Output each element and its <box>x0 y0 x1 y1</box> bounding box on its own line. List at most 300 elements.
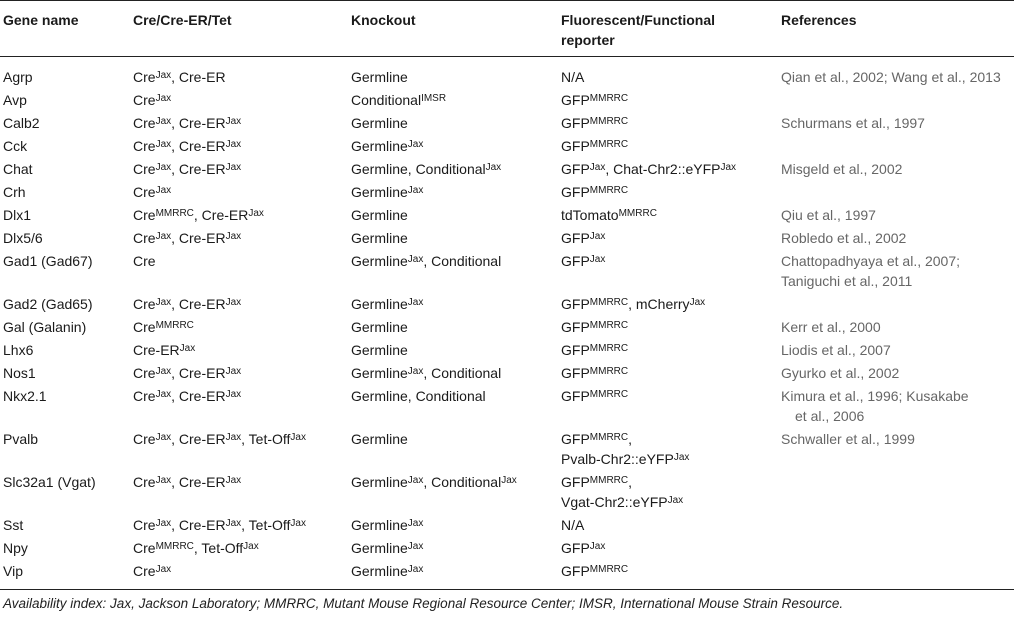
cell-text: Cre <box>133 365 156 381</box>
reporter-cell <box>558 88 778 111</box>
knockout-cell <box>348 315 558 338</box>
references-cell <box>778 180 1014 203</box>
availability-superscript: MMRRC <box>589 297 629 308</box>
reporter-line <box>561 363 778 383</box>
cell-text: Cre <box>133 474 156 490</box>
availability-superscript: Jax <box>155 432 172 443</box>
cell-text: , Conditional <box>423 474 502 490</box>
table-row <box>0 249 1014 292</box>
availability-superscript: Jax <box>155 139 172 150</box>
availability-superscript: Jax <box>407 564 424 575</box>
gene-name-cell: Pvalb <box>3 431 39 447</box>
availability-superscript: Jax <box>589 231 606 242</box>
cell-text: Germline <box>351 563 408 579</box>
reporter-line <box>561 90 778 110</box>
cre-cell <box>130 427 348 470</box>
table-row <box>0 111 1014 134</box>
availability-superscript: IMSR <box>421 93 447 104</box>
reporter-line <box>561 228 778 248</box>
availability-superscript: MMRRC <box>589 320 629 331</box>
availability-superscript: Jax <box>501 475 517 486</box>
cell-text: Cre-ER <box>133 342 180 358</box>
availability-superscript: Jax <box>225 366 242 377</box>
cell-text: GFP <box>561 138 590 154</box>
reporter-line <box>561 515 778 535</box>
availability-superscript: Jax <box>407 139 424 150</box>
cre-cell <box>130 249 348 292</box>
reporter-line <box>561 386 778 406</box>
reporter-cell <box>558 111 778 134</box>
knockout-cell <box>348 513 558 536</box>
cell-text: , Conditional <box>423 253 502 269</box>
gene-name-cell: Sst <box>3 517 24 533</box>
header-reporter-line1: Fluorescent/Functional <box>561 12 716 28</box>
gene-name-cell: Avp <box>3 92 27 108</box>
availability-superscript: Jax <box>407 366 424 377</box>
availability-superscript: Jax <box>179 343 196 354</box>
availability-superscript: MMRRC <box>589 93 629 104</box>
references-cell <box>778 361 1014 384</box>
availability-superscript: Jax <box>225 297 242 308</box>
knockout-cell <box>348 384 558 427</box>
cre-cell <box>130 88 348 111</box>
availability-superscript: MMRRC <box>589 185 629 196</box>
availability-superscript: Jax <box>589 162 606 173</box>
reference-line: Misgeld et al., 2002 <box>781 161 903 177</box>
gene-name-cell: Npy <box>3 540 28 556</box>
availability-superscript: Jax <box>673 452 690 463</box>
table-row <box>0 315 1014 338</box>
cre-cell <box>130 157 348 180</box>
cell-text: GFP <box>561 161 590 177</box>
cell-text: Cre <box>133 69 156 85</box>
references-cell <box>778 536 1014 559</box>
reporter-line <box>561 182 778 202</box>
gene-name-cell: Crh <box>3 184 26 200</box>
references-cell <box>778 513 1014 536</box>
cell-text: Cre <box>133 296 156 312</box>
gene-name-cell: Cck <box>3 138 28 154</box>
cell-text: Germline <box>351 115 408 131</box>
availability-superscript: Jax <box>589 541 606 552</box>
reporter-line <box>561 492 778 512</box>
cell-text: GFP <box>561 184 590 200</box>
availability-superscript: Jax <box>248 208 264 219</box>
cell-text: , Cre-ER <box>171 230 226 246</box>
table-row <box>0 88 1014 111</box>
references-cell <box>778 134 1014 157</box>
reporter-line <box>561 449 778 469</box>
cell-text: Cre <box>133 431 156 447</box>
knockout-cell <box>348 88 558 111</box>
cre-cell <box>130 338 348 361</box>
cre-cell <box>130 513 348 536</box>
reporter-cell <box>558 559 778 590</box>
reference-line: Schwaller et al., 1999 <box>781 431 915 447</box>
availability-superscript: Jax <box>689 297 706 308</box>
knockout-cell <box>348 249 558 292</box>
cell-text: N/A <box>561 69 585 85</box>
cell-text: , Cre-ER <box>171 138 226 154</box>
knockout-cell <box>348 134 558 157</box>
availability-superscript: Jax <box>407 541 424 552</box>
cell-text: Germline <box>351 138 408 154</box>
table-row <box>0 292 1014 315</box>
availability-superscript: Jax <box>485 162 502 173</box>
cell-text: GFP <box>561 388 590 404</box>
reporter-line <box>561 429 778 449</box>
knockout-cell <box>348 559 558 590</box>
reporter-cell <box>558 315 778 338</box>
availability-superscript: MMRRC <box>589 139 629 150</box>
reporter-cell <box>558 226 778 249</box>
availability-superscript: Jax <box>155 389 172 400</box>
reporter-cell <box>558 361 778 384</box>
gene-name-cell: Dlx5/6 <box>3 230 43 246</box>
availability-superscript: Jax <box>225 432 242 443</box>
gene-name-cell: Nos1 <box>3 365 36 381</box>
reporter-cell <box>558 513 778 536</box>
gene-name-cell: Chat <box>3 161 33 177</box>
availability-superscript: Jax <box>290 432 306 443</box>
cell-text: Cre <box>133 184 156 200</box>
availability-superscript: MMRRC <box>589 564 629 575</box>
cell-text: , Cre-ER <box>171 388 226 404</box>
availability-superscript: Jax <box>407 185 424 196</box>
cell-text: Cre <box>133 388 156 404</box>
references-cell <box>778 249 1014 292</box>
cell-text: Germline, Conditional <box>351 161 486 177</box>
cell-text: Cre <box>133 207 156 223</box>
reference-line: Qian et al., 2002; Wang et al., 2013 <box>781 69 1001 85</box>
availability-superscript: Jax <box>407 297 424 308</box>
cell-text: , Cre-ER <box>171 431 226 447</box>
header-reporter-line2: reporter <box>561 32 615 48</box>
availability-superscript: MMRRC <box>155 320 194 331</box>
cell-text: GFP <box>561 365 590 381</box>
knockout-cell <box>348 157 558 180</box>
cell-text: , Cre-ER <box>171 161 226 177</box>
cell-text: GFP <box>561 540 590 556</box>
reporter-cell <box>558 384 778 427</box>
cell-text: Germline <box>351 207 408 223</box>
gene-name-cell: Calb2 <box>3 115 40 131</box>
gene-name-cell: Dlx1 <box>3 207 32 223</box>
cell-text: Germline <box>351 296 408 312</box>
reporter-cell <box>558 180 778 203</box>
cell-text: , Cre-ER <box>171 365 226 381</box>
header-knockout: Knockout <box>351 12 416 28</box>
cell-text: Cre <box>133 138 156 154</box>
cell-text: Germline <box>351 540 408 556</box>
gene-name-cell: Gal (Galanin) <box>3 319 87 335</box>
reference-line: Liodis et al., 2007 <box>781 342 891 358</box>
cell-text: GFP <box>561 319 590 335</box>
cell-text: , Tet-Off <box>193 540 244 556</box>
cell-text: , mCherry <box>628 296 690 312</box>
cell-text: , Conditional <box>423 365 502 381</box>
availability-superscript: Jax <box>667 495 684 506</box>
cell-text: , Cre-ER <box>171 474 226 490</box>
references-cell <box>778 315 1014 338</box>
table-row <box>0 226 1014 249</box>
cre-cell <box>130 536 348 559</box>
reporter-line <box>561 67 778 87</box>
cell-text: , <box>628 474 632 490</box>
cell-text: Germline <box>351 365 408 381</box>
cre-cell <box>130 180 348 203</box>
reporter-cell <box>558 292 778 315</box>
cell-text: GFP <box>561 115 590 131</box>
availability-superscript: Jax <box>155 564 172 575</box>
cell-text: , Cre-ER <box>171 69 226 85</box>
references-cell <box>778 157 1014 180</box>
reporter-cell <box>558 536 778 559</box>
knockout-cell <box>348 111 558 134</box>
table-row <box>0 536 1014 559</box>
cre-cell <box>130 470 348 513</box>
reporter-line <box>561 251 778 271</box>
cell-text: GFP <box>561 230 590 246</box>
references-cell <box>778 57 1014 89</box>
table-row <box>0 57 1014 89</box>
cell-text: , Cre-ER <box>171 517 226 533</box>
knockout-cell <box>348 180 558 203</box>
reporter-cell <box>558 57 778 89</box>
reporter-line <box>561 340 778 360</box>
cell-text: Cre <box>133 115 156 131</box>
knockout-cell <box>348 470 558 513</box>
knockout-cell <box>348 292 558 315</box>
table-row <box>0 427 1014 470</box>
gene-name-cell: Lhx6 <box>3 342 34 358</box>
references-cell <box>778 203 1014 226</box>
availability-superscript: Jax <box>155 518 172 529</box>
cre-cell <box>130 226 348 249</box>
reference-line: Robledo et al., 2002 <box>781 230 907 246</box>
cell-text: GFP <box>561 253 590 269</box>
reporter-line <box>561 205 778 225</box>
gene-name-cell: Nkx2.1 <box>3 388 47 404</box>
cell-text: GFP <box>561 474 590 490</box>
reporter-cell <box>558 427 778 470</box>
cell-text: , Chat-Chr2::eYFP <box>605 161 721 177</box>
reporter-cell <box>558 203 778 226</box>
references-cell <box>778 88 1014 111</box>
cell-text: Germline <box>351 342 408 358</box>
availability-superscript: Jax <box>155 116 172 127</box>
availability-superscript: Jax <box>155 93 172 104</box>
reporter-line <box>561 294 778 314</box>
reporter-line <box>561 159 778 179</box>
cell-text: Germline <box>351 474 408 490</box>
cell-text: N/A <box>561 517 585 533</box>
knockout-cell <box>348 338 558 361</box>
references-cell <box>778 292 1014 315</box>
cell-text: , <box>628 431 632 447</box>
header-references: References <box>781 12 857 28</box>
availability-superscript: Jax <box>155 185 172 196</box>
references-cell <box>778 226 1014 249</box>
table-row <box>0 513 1014 536</box>
gene-name-cell: Gad1 (Gad67) <box>3 253 93 269</box>
cell-text: Germline <box>351 184 408 200</box>
cell-text: Cre <box>133 540 156 556</box>
cell-text: Cre <box>133 230 156 246</box>
reporter-cell <box>558 338 778 361</box>
table-row <box>0 203 1014 226</box>
availability-superscript: Jax <box>225 518 242 529</box>
cell-text: Cre <box>133 161 156 177</box>
availability-superscript: Jax <box>407 518 424 529</box>
availability-superscript: Jax <box>225 231 242 242</box>
table-caption: Availability index: Jax, Jackson Laboratory; MMRRC, Mutant Mouse Regional Resource Center; IMSR, International Mouse Strain Resource. <box>3 596 844 611</box>
table-row <box>0 157 1014 180</box>
table-row <box>0 384 1014 427</box>
cell-text: Germline <box>351 69 408 85</box>
reference-line: Taniguchi et al., 2011 <box>781 273 913 289</box>
cell-text: GFP <box>561 342 590 358</box>
gene-name-cell: Vip <box>3 563 23 579</box>
reporter-line <box>561 561 778 581</box>
knockout-cell <box>348 226 558 249</box>
references-cell <box>778 470 1014 513</box>
availability-superscript: Jax <box>720 162 737 173</box>
cre-cell <box>130 134 348 157</box>
cell-text: GFP <box>561 92 590 108</box>
cell-text: Cre <box>133 563 156 579</box>
cre-cell <box>130 203 348 226</box>
gene-name-cell: Agrp <box>3 69 33 85</box>
knockout-cell <box>348 203 558 226</box>
cre-cell <box>130 361 348 384</box>
table-row <box>0 134 1014 157</box>
references-cell <box>778 338 1014 361</box>
cell-text: Germline <box>351 431 408 447</box>
table-row <box>0 470 1014 513</box>
availability-superscript: MMRRC <box>589 389 629 400</box>
reporter-cell <box>558 134 778 157</box>
header-cre: Cre/Cre-ER/Tet <box>133 12 232 28</box>
cre-cell <box>130 384 348 427</box>
availability-superscript: MMRRC <box>589 366 629 377</box>
header-row <box>0 1 1014 57</box>
cell-text: Conditional <box>351 92 422 108</box>
knockout-cell <box>348 57 558 89</box>
reporter-line <box>561 113 778 133</box>
cell-text: GFP <box>561 431 590 447</box>
cre-cell <box>130 111 348 134</box>
reporter-line <box>561 472 778 492</box>
availability-superscript: Jax <box>407 475 424 486</box>
cell-text: Cre <box>133 517 156 533</box>
availability-superscript: Jax <box>155 297 172 308</box>
cell-text: Germline <box>351 230 408 246</box>
availability-superscript: Jax <box>225 389 242 400</box>
availability-superscript: Jax <box>290 518 306 529</box>
availability-superscript: Jax <box>155 231 172 242</box>
knockout-cell <box>348 361 558 384</box>
references-cell <box>778 111 1014 134</box>
cre-cell <box>130 292 348 315</box>
table-row <box>0 559 1014 590</box>
reference-line: Schurmans et al., 1997 <box>781 115 925 131</box>
availability-superscript: Jax <box>225 162 242 173</box>
reporter-line <box>561 136 778 156</box>
cre-cell <box>130 315 348 338</box>
reporter-cell <box>558 470 778 513</box>
gene-name-cell: Slc32a1 (Vgat) <box>3 474 96 490</box>
references-cell <box>778 427 1014 470</box>
cell-text: Vgat-Chr2::eYFP <box>561 494 668 510</box>
availability-superscript: MMRRC <box>589 116 629 127</box>
reference-line: Chattopadhyaya et al., 2007; <box>781 253 961 269</box>
table-row <box>0 338 1014 361</box>
availability-superscript: Jax <box>155 475 172 486</box>
cell-text: Germline <box>351 253 408 269</box>
references-cell <box>778 559 1014 590</box>
header-reporter <box>558 1 778 57</box>
cell-text: , Tet-Off <box>241 431 291 447</box>
availability-superscript: MMRRC <box>589 343 629 354</box>
reference-line: Gyurko et al., 2002 <box>781 365 900 381</box>
cell-text: Germline <box>351 319 408 335</box>
reference-line: Qiu et al., 1997 <box>781 207 876 223</box>
knockout-cell <box>348 427 558 470</box>
availability-superscript: Jax <box>407 254 424 265</box>
references-cell <box>778 384 1014 427</box>
availability-superscript: MMRRC <box>618 208 657 219</box>
availability-superscript: MMRRC <box>155 541 194 552</box>
reference-line: Kimura et al., 1996; Kusakabe <box>781 388 969 404</box>
cell-text: GFP <box>561 563 590 579</box>
header-gene-name: Gene name <box>3 12 79 28</box>
cell-text: Cre <box>133 319 156 335</box>
availability-superscript: Jax <box>225 116 242 127</box>
availability-superscript: Jax <box>225 139 242 150</box>
availability-superscript: Jax <box>225 475 242 486</box>
knockout-cell <box>348 536 558 559</box>
table-row <box>0 361 1014 384</box>
availability-superscript: MMRRC <box>155 208 194 219</box>
cell-text: Cre <box>133 92 156 108</box>
availability-superscript: MMRRC <box>589 432 629 443</box>
cell-text: Pvalb-Chr2::eYFP <box>561 451 674 467</box>
cell-text: GFP <box>561 296 590 312</box>
reference-line: Kerr et al., 2000 <box>781 319 881 335</box>
reporter-line <box>561 317 778 337</box>
cre-cell <box>130 57 348 89</box>
reporter-line <box>561 538 778 558</box>
gene-name-cell: Gad2 (Gad65) <box>3 296 93 312</box>
availability-superscript: Jax <box>155 70 172 81</box>
cell-text: Germline, Conditional <box>351 388 486 404</box>
reference-line: et al., 2006 <box>781 408 865 424</box>
availability-superscript: MMRRC <box>589 475 629 486</box>
cell-text: , Tet-Off <box>241 517 291 533</box>
table-row <box>0 180 1014 203</box>
reporter-cell <box>558 249 778 292</box>
cell-text: , Cre-ER <box>171 296 226 312</box>
cell-text: tdTomato <box>561 207 619 223</box>
availability-superscript: Jax <box>243 541 259 552</box>
cell-text: , Cre-ER <box>171 115 226 131</box>
cre-cell <box>130 559 348 590</box>
availability-superscript: Jax <box>155 366 172 377</box>
cell-text: Cre <box>133 253 156 269</box>
availability-superscript: Jax <box>589 254 606 265</box>
cell-text: Germline <box>351 517 408 533</box>
